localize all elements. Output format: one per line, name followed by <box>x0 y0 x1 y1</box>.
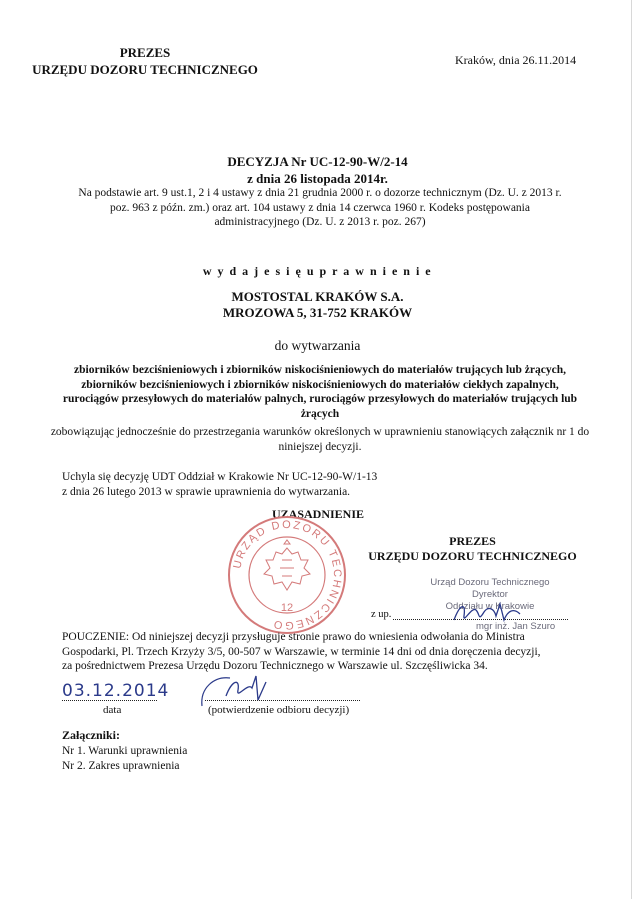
legal-basis: Na podstawie art. 9 ust.1, 2 i 4 ustawy z dnia 21 grudnia 2000 r. o dozorze technicznym (Dz. U. z 2013 r. poz. 963 z późn. zm.) oraz art. 104 ustawy z dnia 14 czerwca 1960 r. Kodeks postępowania administracyjnego (Dz. U. z 2013 r. poz. 267) <box>78 187 562 228</box>
justification-heading: UZASADNIENIE <box>272 507 365 521</box>
issuer-header <box>30 44 260 78</box>
official-seal <box>226 514 348 636</box>
attachment-1: Nr 1. Warunki uprawnienia <box>62 745 188 757</box>
company-name: MOSTOSTAL KRAKÓW S.A. <box>231 289 404 304</box>
handwritten-date: 03.12.2014 <box>62 681 170 701</box>
stamp-line2: Dyrektor <box>472 589 508 600</box>
issuer-title: PREZES <box>119 45 171 60</box>
signature-title <box>360 534 585 564</box>
revocation-line2: z dnia 26 lutego 2013 w sprawie uprawnienia do wytwarzania. <box>62 486 351 498</box>
signature-line2: URZĘDU DOZORU TECHNICZNEGO <box>368 549 577 563</box>
issuer-office: URZĘDU DOZORU TECHNICZNEGO <box>32 62 258 77</box>
eagle-emblem-icon <box>264 540 310 590</box>
seal-outer-ring <box>229 517 345 633</box>
place-date: Kraków, dnia 26.11.2014 <box>455 53 577 67</box>
page-edge-line <box>631 0 632 899</box>
seal-number: 12 <box>280 602 294 614</box>
grant-phrase: w y d a j e s i ę u p r a w n i e n i e <box>202 264 433 278</box>
signature-line1: PREZES <box>449 534 496 548</box>
scope: zbiorników bezciśnieniowych i zbiorników niskociśnieniowych do materiałów trujących lub żrących, zbiorników bezciśnieniowych i zbiorników niskociśnieniowych do materiałów ciekłych zapalnych, rurociągów przesyłowych do materiałów palnych, rurociągów przesyłowych do materiałów trujących lub żrących <box>62 364 578 420</box>
attachments-heading: Załączniki: <box>62 728 121 742</box>
purpose: do wytwarzania <box>274 338 361 353</box>
appeal-instruction: POUCZENIE: Od niniejszej decyzji przysługuje stronie prawo do wniesienia odwołania do Ministra Gospodarki, Pl. Trzech Krzyży 3/5, 00-507 w Warszawie, w terminie 14 dni od dnia doręczenia decyzji, za pośrednictwem Prezesa Urzędu Dozoru Technicznego w Warszawie ul. Szczęśliwicka 34. <box>62 631 541 672</box>
date-line <box>62 700 157 701</box>
stamp-name: mgr inż. Jan Szuro <box>476 621 556 632</box>
date-label: data <box>103 704 122 716</box>
confirmation-line <box>205 700 360 701</box>
stamp-line3: Oddziału w Krakowie <box>445 601 535 612</box>
stamp-line1: Urząd Dozoru Technicznego <box>430 577 550 588</box>
obligation: zobowiązując jednocześnie do przestrzegania warunków określonych w uprawnieniu stanowiących załącznik nr 1 do niniejszej decyzji. <box>50 426 590 453</box>
seal-ring-path: URZĄD DOZORU TECHNICZNEGO <box>231 518 344 632</box>
revocation-line1: Uchyla się decyzję UDT Oddział w Krakowie Nr UC-12-90-W/1-13 <box>62 471 378 483</box>
decision-date: z dnia 26 listopada 2014r. <box>247 171 388 186</box>
zup-label: z up. <box>371 609 392 620</box>
attachment-2: Nr 2. Zakres uprawnienia <box>62 760 180 772</box>
confirmation-label: (potwierdzenie odbioru decyzji) <box>208 704 350 716</box>
decision-title: DECYZJA Nr UC-12-90-W/2-14 <box>227 154 408 169</box>
seal-ring-text <box>231 519 343 631</box>
company-address: MROZOWA 5, 31-752 KRAKÓW <box>222 305 413 320</box>
